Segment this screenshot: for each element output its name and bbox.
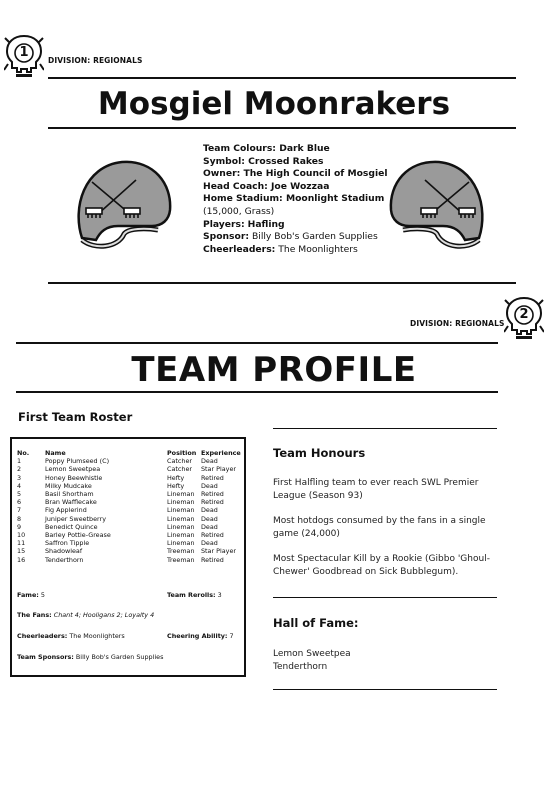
table-row (17, 531, 241, 539)
profile-title: TEAM PROFILE (131, 350, 417, 390)
roster-experience: Retired (201, 490, 224, 499)
roster-number: 1 (17, 457, 22, 466)
info-players: Players: Hafling (203, 218, 285, 230)
division-label: DIVISION: REGIONALS (48, 56, 143, 65)
team-info (203, 143, 393, 256)
info-home-stadium: Home Stadium: Moonlight Stadium (203, 193, 385, 205)
roster-experience: Retired (201, 555, 224, 564)
honour-item: Most Spectacular Kill by a Rookie (Gibbo 'Ghoul-Chewer' Goodbread on Sick Bubblegum). (273, 554, 490, 577)
roster-number: 4 (17, 481, 22, 490)
roster-name: Barley Pottie-Grease (45, 531, 111, 540)
roster-number: 7 (17, 506, 22, 515)
table-row (17, 490, 241, 498)
table-row (17, 539, 241, 547)
table-row (17, 474, 241, 482)
table-row (17, 547, 241, 555)
skull-badge-2 (504, 296, 544, 340)
roster-number: 6 (17, 498, 22, 507)
honours-list (273, 477, 495, 578)
roster-experience: Retired (201, 531, 224, 540)
cheerleaders: Cheerleaders: The Moonlighters (17, 632, 125, 640)
profile-title-rule (16, 391, 498, 393)
hall-of-fame-list (273, 648, 495, 673)
title-rule (48, 127, 516, 129)
roster-header-row: No. Name Position Experience (17, 449, 241, 457)
team-name: Mosgiel Moonrakers (97, 86, 451, 122)
honours-top-rule (273, 428, 497, 429)
table-row (17, 498, 241, 506)
roster-name: Poppy Plumseed (C) (45, 457, 110, 466)
hall-of-fame-item: Lemon Sweetpea (273, 649, 351, 659)
roster-position: Lineman (167, 531, 195, 540)
helmet-icon (66, 148, 176, 258)
roster-position: Treeman (167, 555, 195, 564)
header-rule (48, 77, 516, 79)
roster-experience: Dead (201, 481, 218, 490)
roster-position: Lineman (167, 539, 195, 548)
table-row (17, 523, 241, 531)
roster-name: Milky Mudcake (45, 481, 92, 490)
hall-of-fame-heading: Hall of Fame: (273, 616, 359, 630)
roster-position: Lineman (167, 498, 195, 507)
roster-name: Basil Shortham (45, 490, 94, 499)
table-row (17, 465, 241, 473)
roster-experience: Dead (201, 514, 218, 523)
honours-heading: Team Honours (273, 446, 366, 460)
honour-item: Most hotdogs consumed by the fans in a single game (24,000) (273, 516, 486, 539)
page1-bottom-rule (48, 282, 516, 284)
roster-experience: Dead (201, 522, 218, 531)
honour-item: First Halfling team to ever reach SWL Premier League (Season 93) (273, 478, 479, 501)
table-row (17, 515, 241, 523)
roster-experience: Dead (201, 506, 218, 515)
badge-number: 1 (19, 45, 29, 60)
fame: Fame: 5 (17, 591, 45, 599)
roster-name: Fig Applerind (45, 506, 87, 515)
roster-experience: Retired (201, 473, 224, 482)
roster-table (17, 449, 241, 564)
roster-experience: Star Player (201, 547, 237, 556)
badge-number: 2 (519, 307, 529, 322)
profile-top-rule (16, 342, 498, 344)
table-row (17, 506, 241, 514)
roster-number: 8 (17, 514, 22, 523)
info-head-coach: Head Coach: Joe Wozzaa (203, 180, 330, 192)
roster-position: Hefty (167, 473, 185, 482)
info-symbol: Symbol: Crossed Rakes (203, 155, 324, 167)
roster-number: 16 (17, 555, 26, 564)
division-label-2: DIVISION: REGIONALS (410, 319, 505, 328)
roster-name: Lemon Sweetpea (45, 465, 101, 474)
roster-position: Hefty (167, 481, 185, 490)
roster-name: Juniper Sweetberry (45, 514, 106, 523)
skull-badge-1 (4, 34, 44, 78)
roster-number: 5 (17, 490, 22, 499)
roster-position: Lineman (167, 490, 195, 499)
roster-experience: Star Player (201, 465, 237, 474)
table-row (17, 556, 241, 564)
roster-position: Lineman (167, 506, 195, 515)
helmet-right (385, 148, 495, 258)
roster-name: Saffron Tipple (45, 539, 90, 548)
roster-number: 11 (17, 539, 26, 548)
roster-name: Benedict Quince (45, 522, 98, 531)
info-cheerleaders: Cheerleaders: The Moonlighters (203, 243, 358, 255)
roster-experience: Dead (201, 457, 218, 466)
helmet-left (66, 148, 176, 258)
roster-experience: Dead (201, 539, 218, 548)
hall-of-fame-bottom-rule (273, 689, 497, 690)
team-rerolls: Team Rerolls: 3 (167, 591, 222, 599)
roster-position: Treeman (167, 547, 195, 556)
the-fans: The Fans: Chant 4; Hooligans 2; Loyalty 4 (17, 611, 155, 619)
roster-position: Lineman (167, 522, 195, 531)
helmet-icon (385, 148, 495, 258)
info-team-colours: Team Colours: Dark Blue (203, 143, 330, 154)
team-sponsors: Team Sponsors: Billy Bob's Garden Supplies (17, 653, 164, 661)
honours-bottom-rule (273, 597, 497, 598)
roster-heading: First Team Roster (18, 410, 133, 424)
roster-box (10, 437, 246, 677)
roster-name: Shadowleaf (45, 547, 83, 556)
info-owner: Owner: The High Council of Mosgiel (203, 168, 388, 180)
roster-position: Lineman (167, 514, 195, 523)
roster-name: Tenderthorn (45, 555, 84, 564)
roster-number: 3 (17, 473, 22, 482)
table-row (17, 482, 241, 490)
roster-experience: Retired (201, 498, 224, 507)
roster-number: 2 (17, 465, 22, 474)
roster-name: Honey Beewhistle (45, 473, 103, 482)
roster-position: Catcher (167, 465, 193, 474)
roster-number: 15 (17, 547, 26, 556)
roster-name: Bran Wafflecake (45, 498, 97, 507)
roster-number: 10 (17, 531, 26, 540)
cheering-ability: Cheering Ability: 7 (167, 632, 234, 640)
info-stadium-capacity: (15,000, Grass) (203, 205, 275, 217)
roster-position: Catcher (167, 457, 193, 466)
roster-number: 9 (17, 522, 22, 531)
hall-of-fame-item: Tenderthorn (273, 661, 328, 672)
table-row (17, 457, 241, 465)
info-sponsor: Sponsor: Billy Bob's Garden Supplies (203, 231, 378, 243)
